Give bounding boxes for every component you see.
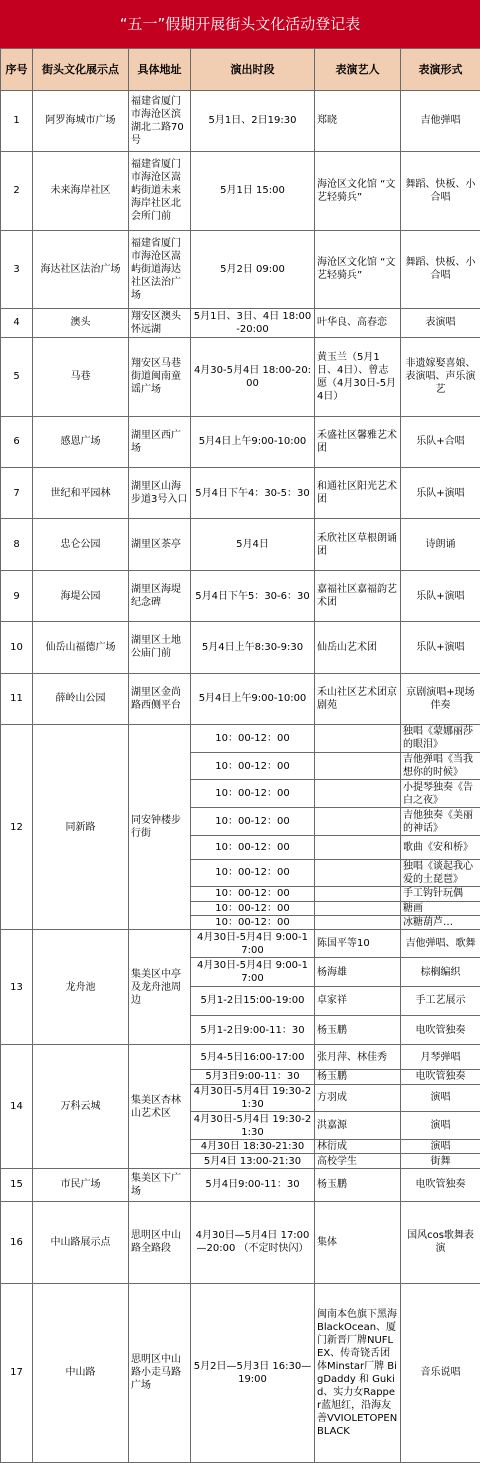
performer: 禾盛社区馨雅艺术团 [315,416,401,467]
performance-form: 演唱 [401,1139,480,1153]
address: 翔安区马巷街道闽南童谣广场 [129,337,191,416]
column-header-time: 演出时段 [191,49,315,91]
performance-form: 吉他弹唱《当我想你的时候》 [401,752,480,780]
performer: 杨玉鹏 [315,1168,401,1201]
site-name: 阿罗海城市广场 [33,91,129,152]
performance-form: 演唱 [401,1112,480,1140]
site-name: 海堤公园 [33,570,129,621]
performance-form: 月琴弹唱 [401,1045,480,1070]
show-time: 10：00-12：00 [191,859,315,887]
site-name: 中山路 [33,1283,129,1462]
performer [315,780,401,808]
table-row [1,416,480,467]
performance-form: 京剧演唱+现场伴奏 [401,673,480,724]
row-number: 11 [1,673,33,724]
performer: 洪嘉源 [315,1112,401,1140]
row-number: 13 [1,930,33,1045]
performance-form: 音乐说唱 [401,1283,480,1462]
show-time: 4月30日-5月4日 9:00-17:00 [191,930,315,958]
address: 湖里区海堤纪念碑 [129,570,191,621]
performer: 方羽成 [315,1084,401,1112]
performance-form: 冰糖葫芦… [401,916,480,930]
table-row [1,1201,480,1283]
show-time: 5月4日 [191,519,315,570]
row-number: 14 [1,1045,33,1168]
performance-form: 乐队+演唱 [401,570,480,621]
performer: 张月萍、林佳秀 [315,1045,401,1070]
performance-form: 国风cos歌舞表演 [401,1201,480,1283]
column-header-form: 表演形式 [401,49,480,91]
row-number: 17 [1,1283,33,1462]
table-row [1,1045,480,1070]
performance-form: 小提琴独奏《告白之夜》 [401,780,480,808]
row-number: 12 [1,724,33,929]
row-number: 16 [1,1201,33,1283]
row-number: 7 [1,468,33,519]
site-name: 龙舟池 [33,930,129,1045]
row-number: 8 [1,519,33,570]
performer [315,901,401,915]
address: 湖里区金尚路西侧平台 [129,673,191,724]
address: 湖里区西广场 [129,416,191,467]
column-header-artist: 表演艺人 [315,49,401,91]
show-time: 5月4日上午9:00-10:00 [191,673,315,724]
performance-form: 演唱 [401,1084,480,1112]
performance-form: 电吹管独奏 [401,1015,480,1045]
show-time: 5月1日、2日19:30 [191,91,315,152]
show-time: 5月1-2日15:00-19:00 [191,986,315,1015]
show-time: 5月4日9:00-11：30 [191,1168,315,1201]
performer [315,808,401,836]
performer: 郑晓 [315,91,401,152]
performer [315,887,401,901]
performer: 海沧区文化馆 “文艺轻骑兵” [315,151,401,230]
show-time: 5月4日上午9:00-10:00 [191,416,315,467]
show-time: 5月4日上午8:30-9:30 [191,622,315,673]
column-header-site: 街头文化展示点 [33,49,129,91]
show-time: 10：00-12：00 [191,887,315,901]
table-row [1,930,480,958]
performer: 杨海雄 [315,958,401,987]
show-time: 10：00-12：00 [191,916,315,930]
performance-form: 街舞 [401,1154,480,1168]
performance-form: 吉他弹唱 [401,91,480,152]
performance-form: 吉他弹唱、歌舞 [401,930,480,958]
performer: 仙岳山艺术团 [315,622,401,673]
address: 思明区中山路全路段 [129,1201,191,1283]
show-time: 5月1日 15:00 [191,151,315,230]
registration-table [0,48,480,1463]
performer: 黄玉兰（5月1日、4日）、曾志愿（4月30日-5月4日） [315,337,401,416]
show-time: 5月4日 13:00-21:30 [191,1154,315,1168]
site-name: 感恩广场 [33,416,129,467]
show-time: 10：00-12：00 [191,835,315,859]
performer [315,752,401,780]
show-time: 10：00-12：00 [191,752,315,780]
show-time: 5月1-2日9:00-11：30 [191,1015,315,1045]
site-name: 中山路展示点 [33,1201,129,1283]
row-number: 5 [1,337,33,416]
performer [315,916,401,930]
performance-form: 诗朗诵 [401,519,480,570]
performer: 嘉福社区嘉福韵艺术团 [315,570,401,621]
site-name: 万科云城 [33,1045,129,1168]
performer: 禾欣社区草根朗诵团 [315,519,401,570]
performer [315,724,401,752]
column-header-no: 序号 [1,49,33,91]
performer: 和通社区阳光艺术团 [315,468,401,519]
performance-form: 独唱《谈起我心爱的土琵琶》 [401,859,480,887]
show-time: 4月30日—5月4日 17:00—20:00 （不定时快闪） [191,1201,315,1283]
performance-form: 吉他独奏《美丽的神话》 [401,808,480,836]
performer: 禾山社区艺术团京剧苑 [315,673,401,724]
show-time: 10：00-12：00 [191,901,315,915]
show-time: 5月1日、3日、4日 18:00-20:00 [191,308,315,337]
table-row [1,570,480,621]
performance-form: 表演唱 [401,308,480,337]
site-name: 忠仑公园 [33,519,129,570]
site-name: 海达社区法治广场 [33,230,129,308]
site-name: 澳头 [33,308,129,337]
table-row [1,724,480,752]
show-time: 10：00-12：00 [191,780,315,808]
table-row [1,1283,480,1462]
address: 集美区下广场 [129,1168,191,1201]
site-name: 马巷 [33,337,129,416]
performance-form: 手工钩针玩偶 [401,887,480,901]
performer: 杨玉鹏 [315,1015,401,1045]
performance-form: 手工艺展示 [401,986,480,1015]
show-time: 10：00-12：00 [191,724,315,752]
table-row [1,230,480,308]
address: 福建省厦门市海沧区嵩屿街道海达社区法治广场 [129,230,191,308]
row-number: 6 [1,416,33,467]
table-row [1,91,480,152]
show-time: 4月30日-5月4日 9:00-17:00 [191,958,315,987]
table-row [1,519,480,570]
show-time: 5月4日下午5：30-6：30 [191,570,315,621]
performer: 林衍成 [315,1139,401,1153]
address: 湖里区茶亭 [129,519,191,570]
site-name: 市民广场 [33,1168,129,1201]
table-row [1,337,480,416]
performer [315,859,401,887]
address: 翔安区澳头怀远湖 [129,308,191,337]
address: 集美区中亭及龙舟池周边 [129,930,191,1045]
site-name: 仙岳山福德广场 [33,622,129,673]
show-time: 5月2日—5月3日 16:30—19:00 [191,1283,315,1462]
table-row [1,622,480,673]
address: 湖里区山海步道3号入口 [129,468,191,519]
page-title: “五一”假期开展街头文化活动登记表 [0,0,480,48]
table-row [1,673,480,724]
performance-form: 舞蹈、快板、小合唱 [401,151,480,230]
performance-form: 糖画 [401,901,480,915]
table-row [1,1168,480,1201]
row-number: 2 [1,151,33,230]
site-name: 同新路 [33,724,129,929]
column-header-address: 具体地址 [129,49,191,91]
performance-form: 独唱《蒙娜丽莎的眼泪》 [401,724,480,752]
performer [315,835,401,859]
show-time: 4月30日 18:30-21:30 [191,1139,315,1153]
performer: 杨玉鹏 [315,1070,401,1084]
performance-form: 电吹管独奏 [401,1168,480,1201]
address: 福建省厦门市海沧区滨湖北二路70号 [129,91,191,152]
address: 集美区杏林山艺术区 [129,1045,191,1168]
row-number: 4 [1,308,33,337]
row-number: 15 [1,1168,33,1201]
show-time: 10：00-12：00 [191,808,315,836]
show-time: 4月30-5月4日 18:00-20:00 [191,337,315,416]
performer: 叶华良、高春恋 [315,308,401,337]
performer: 闽南本色旗下黑海BlackOcean、厦门新晋厂牌NUFLEX、传奇铙舌团体Minstar厂牌 BigDaddy 和 Gukid、实力女Rapper蓝旭红，沿海友善VVIOLETOPENBLACK [315,1283,401,1462]
performance-form: 棕榈编织 [401,958,480,987]
show-time: 4月30日-5月4日 19:30-21:30 [191,1084,315,1112]
performance-form: 歌曲《安和桥》 [401,835,480,859]
show-time: 4月30日-5月4日 19:30-21:30 [191,1112,315,1140]
table-row [1,151,480,230]
performance-form: 乐队+演唱 [401,622,480,673]
site-name: 世纪和平园林 [33,468,129,519]
table-row [1,468,480,519]
row-number: 9 [1,570,33,621]
row-number: 3 [1,230,33,308]
performance-form: 电吹管独奏 [401,1070,480,1084]
show-time: 5月4-5日16:00-17:00 [191,1045,315,1070]
address: 思明区中山路小走马路广场 [129,1283,191,1462]
address: 福建省厦门市海沧区嵩屿街道未来海岸社区北会所门前 [129,151,191,230]
table-body [1,91,480,1463]
performance-form: 舞蹈、快板、小合唱 [401,230,480,308]
performer: 陈国平等10 [315,930,401,958]
address: 湖里区土地公庙门前 [129,622,191,673]
performer: 海沧区文化馆 “文艺轻骑兵” [315,230,401,308]
table-row [1,308,480,337]
show-time: 5月4日下午4：30-5：30 [191,468,315,519]
row-number: 1 [1,91,33,152]
performer: 集体 [315,1201,401,1283]
performance-form: 乐队+合唱 [401,416,480,467]
show-time: 5月2日 09:00 [191,230,315,308]
site-name: 薛岭山公园 [33,673,129,724]
row-number: 10 [1,622,33,673]
performance-form: 非遗嫁娶喜娘、表演唱、声乐演艺 [401,337,480,416]
show-time: 5月3日9:00-11：30 [191,1070,315,1084]
site-name: 未来海岸社区 [33,151,129,230]
performer: 卓家祥 [315,986,401,1015]
performance-form: 乐队+演唱 [401,468,480,519]
address: 同安钟楼步行街 [129,724,191,929]
performer: 高校学生 [315,1154,401,1168]
table-header-row [1,49,480,91]
